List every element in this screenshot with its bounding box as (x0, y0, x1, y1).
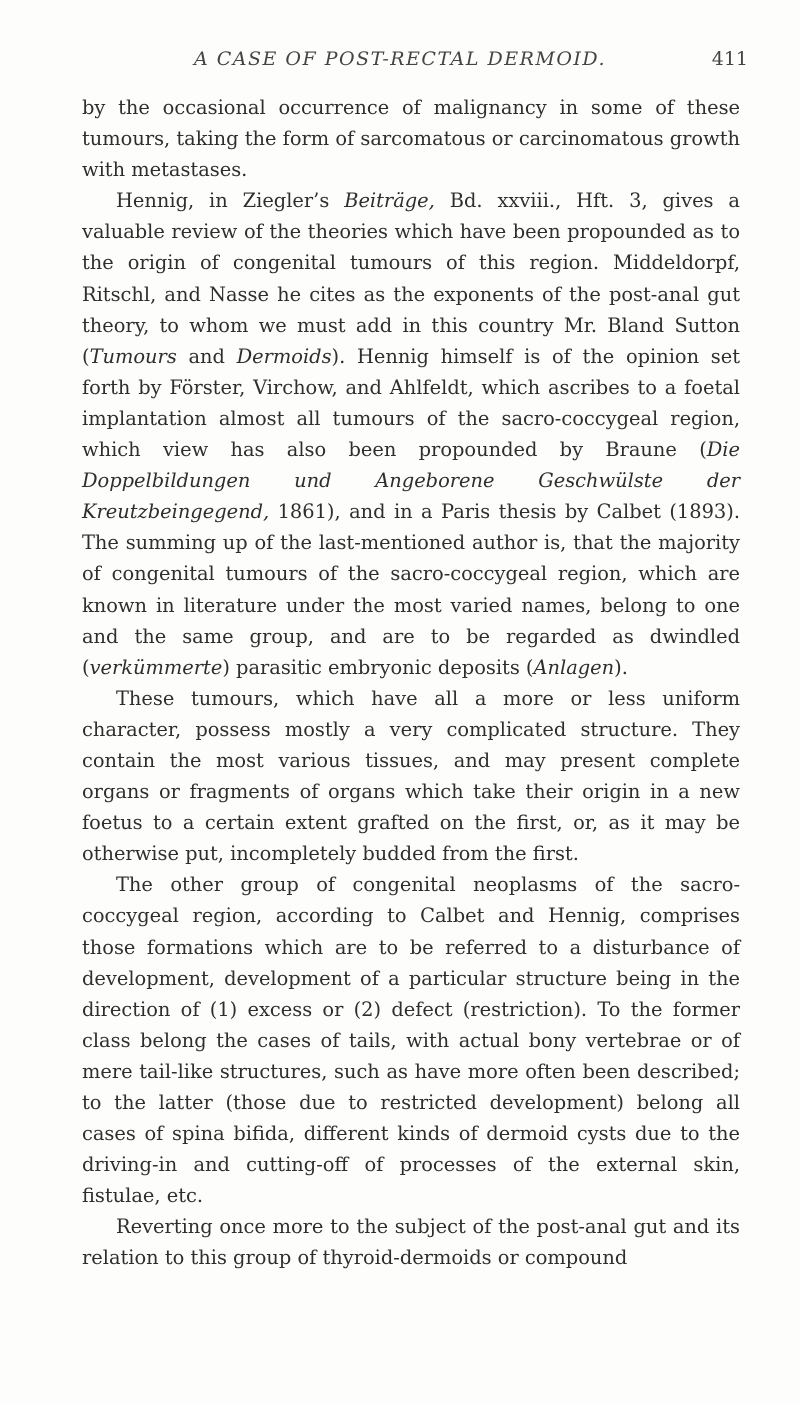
text-run: ) parasitic embryonic deposits ( (222, 655, 534, 679)
text-run: Reverting once more to the subject of the post-anal gut and its relation to this group of thyroid-dermoids or compound (82, 1215, 740, 1270)
running-title: A CASE OF POST-RECTAL DERMOID. (193, 48, 607, 70)
italic-text: Anlagen (533, 655, 615, 679)
italic-text: verkümmerte (89, 655, 223, 679)
text-run: by the occasional occurrence of malignancy in some of these tumours, taking the form of sarcomatous or carcinomatous growth with metastases. (82, 96, 740, 182)
text-run: ). Hennig himself is of the opinion set forth by Förster, Virchow, and Ahlfeldt, which ascribes to a foetal implantation almost all tumours of the sacro-coccygeal region, which view has also been propounded by Braune ( (82, 344, 740, 462)
text-run: Hennig, in Ziegler’s (116, 189, 345, 213)
text-run: These tumours, which have all a more or less uniform character, possess mostly a very complicated structure. They contain the most various tissues, and may present complete organs or fragments of organs which take their origin in a new foetus to a certain extent grafted on the first, or, as it may be otherwise put, incompletely budded from the first. (82, 686, 740, 866)
italic-text: Die Doppelbildungen und Angeborene Geschwülste der Kreutzbeingegend, (82, 438, 740, 524)
text-run: 1861), and in a Paris thesis by Calbet (1893). The summing up of the last-mentioned author is, that the majority of congenital tumours of the sacro-coccygeal region, which are known in literature under the most varied names, belong to one and the same group, and are to be regarded as dwindled ( (82, 500, 740, 679)
body-text (82, 92, 740, 1274)
running-header (0, 48, 800, 78)
paragraph (82, 869, 740, 1211)
italic-text: Tumours (89, 344, 177, 368)
paragraph (82, 185, 740, 683)
text-run: The other group of congenital neoplasms of the sacro-coccygeal region, according to Calbet and Hennig, comprises those formations which are to be referred to a disturbance of development, development of a particular structure being in the direction of (1) excess or (2) defect (restriction). To the former class belong the cases of tails, with actual bony vertebrae or of mere tail-like structures, such as have more often been described; to the latter (those due to restricted development) belong all cases of spina bifida, different kinds of dermoid cysts due to the driving-in and cutting-off of processes of the external skin, fistulae, etc. (82, 873, 740, 1208)
italic-text: Beiträge, (344, 189, 435, 213)
text-run: and (176, 344, 237, 368)
paragraph (82, 1211, 740, 1273)
page-number: 411 (711, 48, 748, 70)
text-run: ). (614, 655, 628, 679)
text-run: Bd. xxviii., Hft. 3, gives a valuable review of the theories which have been propounded as to the origin of congenital tumours of this region. Middeldorpf, Ritschl, and Nasse he cites as the exponents of the post-anal gut theory, to whom we must add in this country Mr. Bland Sutton ( (82, 189, 740, 368)
italic-text: Dermoids (236, 344, 332, 368)
paragraph (82, 683, 740, 870)
paragraph (82, 92, 740, 185)
